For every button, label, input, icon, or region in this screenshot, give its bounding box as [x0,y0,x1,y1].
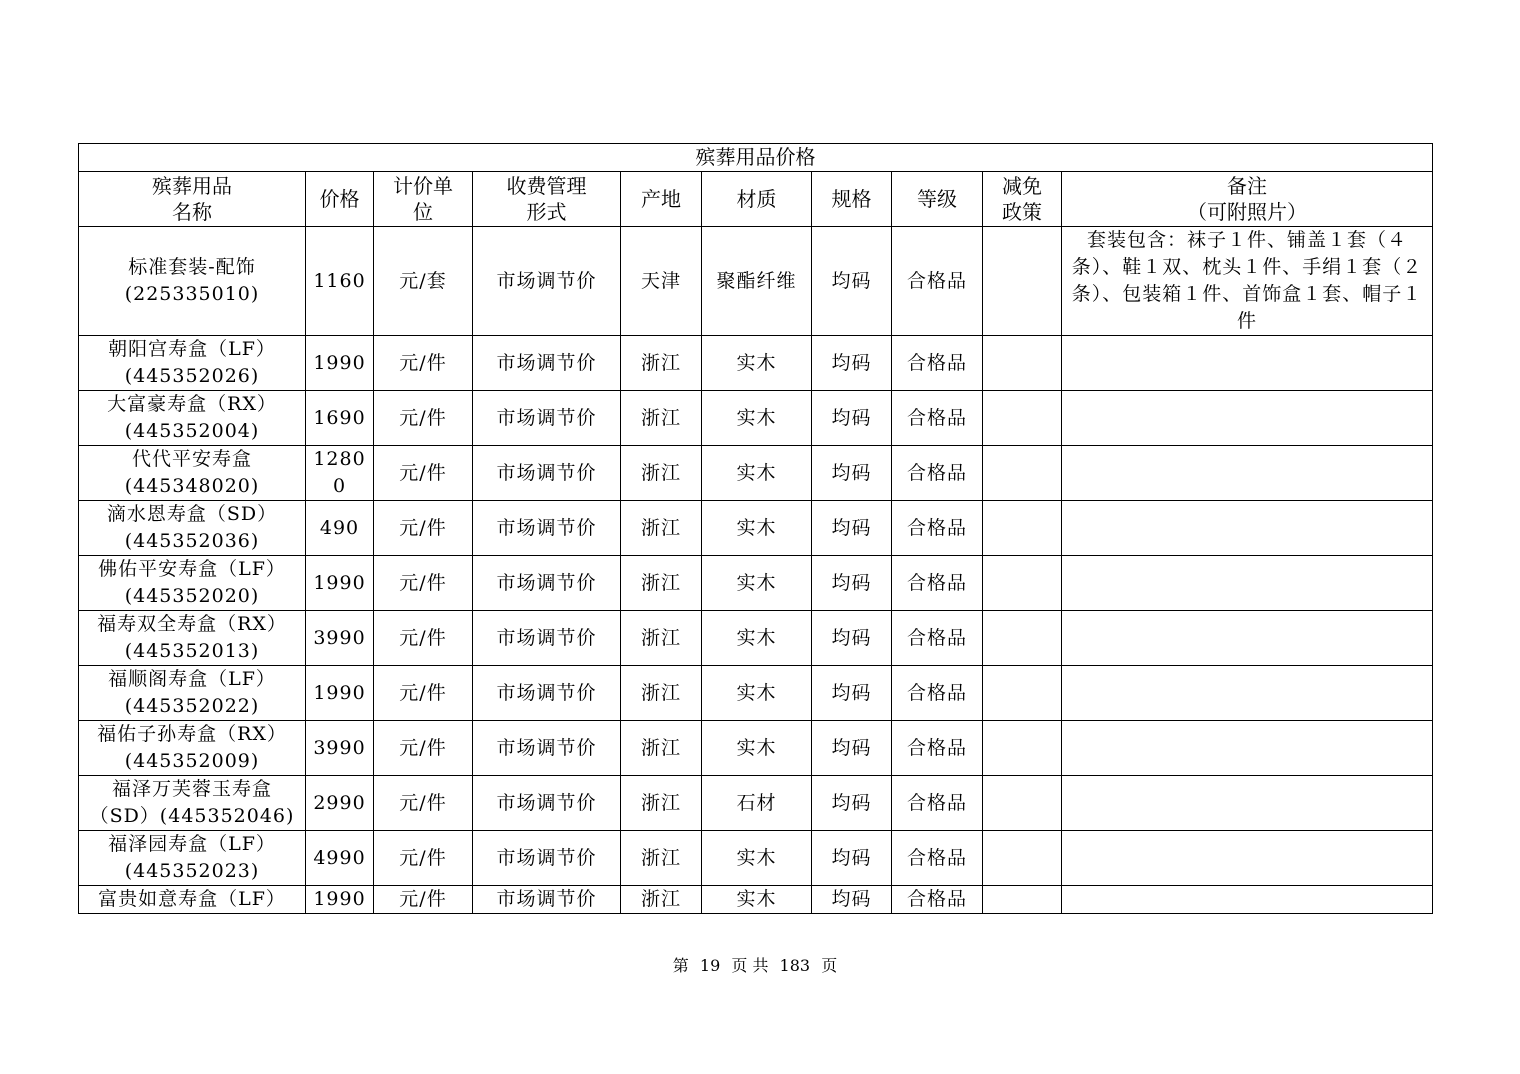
footer-mid: 页 共 [731,956,769,975]
table-row [79,611,1433,666]
cell-unit: 元/件 [374,446,473,501]
cell-unit: 元/件 [374,556,473,611]
cell-policy [983,611,1062,666]
cell-grade: 合格品 [892,336,983,391]
cell-origin: 浙江 [621,611,702,666]
header-remark: 备注 （可附照片） [1062,172,1433,227]
table-row [79,721,1433,776]
table-row [79,831,1433,886]
cell-spec: 均码 [812,556,892,611]
header-material: 材质 [702,172,812,227]
cell-price: 12800 [306,446,374,501]
cell-material: 实木 [702,611,812,666]
cell-remark [1062,666,1433,721]
cell-unit: 元/件 [374,391,473,446]
table-row [79,391,1433,446]
cell-grade: 合格品 [892,666,983,721]
cell-remark [1062,391,1433,446]
cell-price: 3990 [306,721,374,776]
cell-name: 朝阳宫寿盒（LF） (445352026) [79,336,306,391]
header-origin: 产地 [621,172,702,227]
header-spec: 规格 [812,172,892,227]
cell-unit: 元/件 [374,501,473,556]
cell-name: 福泽园寿盒（LF） (445352023) [79,831,306,886]
cell-price: 1990 [306,556,374,611]
cell-grade: 合格品 [892,831,983,886]
cell-unit: 元/件 [374,721,473,776]
header-grade: 等级 [892,172,983,227]
cell-name: 福顺阁寿盒（LF） (445352022) [79,666,306,721]
cell-grade: 合格品 [892,611,983,666]
table-row [79,886,1433,914]
cell-price: 4990 [306,831,374,886]
cell-spec: 均码 [812,721,892,776]
cell-policy [983,666,1062,721]
cell-grade: 合格品 [892,501,983,556]
cell-material: 实木 [702,886,812,914]
cell-unit: 元/件 [374,886,473,914]
cell-name: 福泽万芙蓉玉寿盒 （SD）(445352046) [79,776,306,831]
cell-fee-form: 市场调节价 [473,666,621,721]
cell-origin: 天津 [621,227,702,336]
footer-suffix: 页 [821,956,838,975]
cell-policy [983,501,1062,556]
cell-name: 滴水恩寿盒（SD） (445352036) [79,501,306,556]
cell-material: 实木 [702,831,812,886]
page-footer [0,953,1510,976]
cell-remark [1062,446,1433,501]
cell-price: 1990 [306,886,374,914]
cell-origin: 浙江 [621,721,702,776]
cell-fee-form: 市场调节价 [473,721,621,776]
price-table [78,143,1433,914]
cell-remark [1062,831,1433,886]
cell-fee-form: 市场调节价 [473,227,621,336]
cell-price: 1990 [306,666,374,721]
cell-spec: 均码 [812,446,892,501]
cell-policy [983,446,1062,501]
cell-remark: 套装包含：袜子１件、铺盖１套（４条）、鞋１双、枕头１件、手绢１套（２条）、包装箱１件、首饰盒１套、帽子１件 [1062,227,1433,336]
header-fee-form: 收费管理 形式 [473,172,621,227]
cell-policy [983,227,1062,336]
cell-material: 实木 [702,336,812,391]
cell-remark [1062,501,1433,556]
cell-policy [983,886,1062,914]
cell-unit: 元/件 [374,831,473,886]
cell-name: 代代平安寿盒 (445348020) [79,446,306,501]
cell-name: 大富豪寿盒（RX） (445352004) [79,391,306,446]
cell-fee-form: 市场调节价 [473,611,621,666]
cell-policy [983,556,1062,611]
table-row [79,227,1433,336]
cell-grade: 合格品 [892,556,983,611]
cell-spec: 均码 [812,831,892,886]
cell-origin: 浙江 [621,831,702,886]
header-policy: 减免 政策 [983,172,1062,227]
cell-remark [1062,721,1433,776]
cell-material: 实木 [702,446,812,501]
cell-policy [983,336,1062,391]
cell-spec: 均码 [812,336,892,391]
cell-origin: 浙江 [621,666,702,721]
cell-remark [1062,776,1433,831]
footer-page-number: 19 [699,956,721,975]
cell-material: 实木 [702,666,812,721]
cell-spec: 均码 [812,776,892,831]
cell-fee-form: 市场调节价 [473,831,621,886]
table-title: 殡葬用品价格 [79,144,1433,172]
cell-fee-form: 市场调节价 [473,776,621,831]
cell-material: 实木 [702,556,812,611]
cell-price: 490 [306,501,374,556]
table-row [79,446,1433,501]
cell-grade: 合格品 [892,446,983,501]
table-row [79,556,1433,611]
cell-spec: 均码 [812,227,892,336]
cell-name: 福寿双全寿盒（RX） (445352013) [79,611,306,666]
cell-unit: 元/件 [374,666,473,721]
cell-fee-form: 市场调节价 [473,391,621,446]
cell-material: 实木 [702,501,812,556]
cell-price: 1990 [306,336,374,391]
cell-remark [1062,556,1433,611]
cell-price: 1690 [306,391,374,446]
cell-grade: 合格品 [892,227,983,336]
cell-grade: 合格品 [892,776,983,831]
cell-unit: 元/件 [374,776,473,831]
cell-name: 富贵如意寿盒（LF） [79,886,306,914]
cell-price: 3990 [306,611,374,666]
cell-origin: 浙江 [621,336,702,391]
cell-fee-form: 市场调节价 [473,886,621,914]
cell-spec: 均码 [812,666,892,721]
cell-material: 实木 [702,391,812,446]
cell-spec: 均码 [812,391,892,446]
cell-name: 标准套装-配饰 (225335010) [79,227,306,336]
cell-material: 石材 [702,776,812,831]
table-row [79,776,1433,831]
cell-policy [983,776,1062,831]
cell-policy [983,721,1062,776]
cell-material: 实木 [702,721,812,776]
cell-material: 聚酯纤维 [702,227,812,336]
cell-fee-form: 市场调节价 [473,501,621,556]
cell-fee-form: 市场调节价 [473,336,621,391]
cell-remark [1062,336,1433,391]
cell-fee-form: 市场调节价 [473,446,621,501]
header-price: 价格 [306,172,374,227]
header-name: 殡葬用品 名称 [79,172,306,227]
cell-name: 福佑子孙寿盒（RX） (445352009) [79,721,306,776]
cell-grade: 合格品 [892,886,983,914]
cell-name: 佛佑平安寿盒（LF） (445352020) [79,556,306,611]
table-row [79,336,1433,391]
cell-price: 1160 [306,227,374,336]
table-row [79,501,1433,556]
cell-remark [1062,886,1433,914]
footer-total-pages: 183 [779,956,811,975]
cell-price: 2990 [306,776,374,831]
cell-spec: 均码 [812,501,892,556]
cell-origin: 浙江 [621,776,702,831]
cell-grade: 合格品 [892,721,983,776]
cell-origin: 浙江 [621,446,702,501]
cell-spec: 均码 [812,886,892,914]
cell-policy [983,831,1062,886]
cell-grade: 合格品 [892,391,983,446]
cell-origin: 浙江 [621,886,702,914]
table-row [79,666,1433,721]
cell-fee-form: 市场调节价 [473,556,621,611]
cell-origin: 浙江 [621,556,702,611]
header-unit: 计价单 位 [374,172,473,227]
footer-prefix: 第 [672,956,689,975]
cell-unit: 元/件 [374,336,473,391]
cell-origin: 浙江 [621,391,702,446]
cell-origin: 浙江 [621,501,702,556]
cell-unit: 元/套 [374,227,473,336]
cell-spec: 均码 [812,611,892,666]
cell-policy [983,391,1062,446]
cell-unit: 元/件 [374,611,473,666]
cell-remark [1062,611,1433,666]
